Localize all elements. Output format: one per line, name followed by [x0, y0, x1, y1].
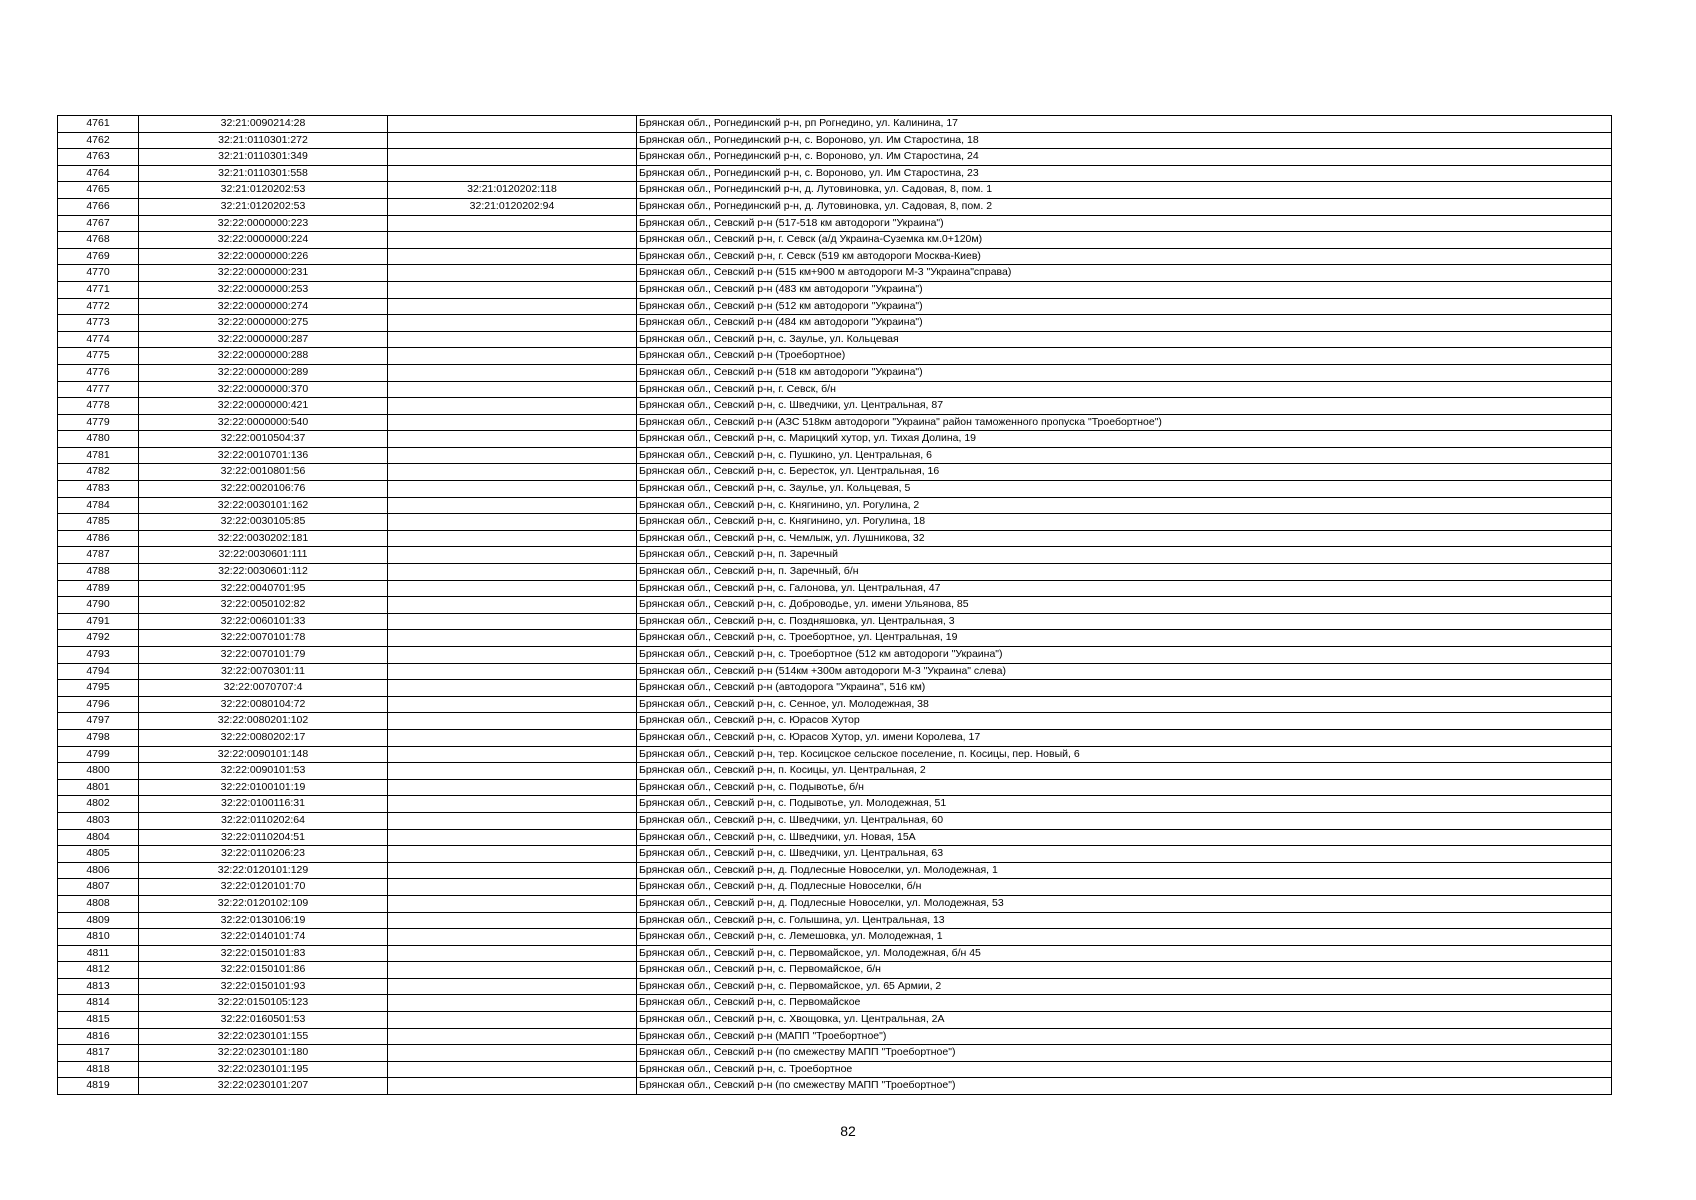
address-cell: Брянская обл., Севский р-н, с. Троебортное, ул. Центральная, 19 [637, 630, 1612, 647]
address-cell: Брянская обл., Севский р-н (по смежеству МАПП "Троебортное") [637, 1045, 1612, 1062]
address-cell: Брянская обл., Севский р-н, с. Пушкино, ул. Центральная, 6 [637, 447, 1612, 464]
cadastral-number-cell: 32:22:0000000:287 [139, 331, 388, 348]
row-number-cell: 4770 [58, 265, 139, 282]
cadastral-number-cell: 32:22:0000000:275 [139, 315, 388, 332]
address-cell: Брянская обл., Севский р-н, с. Княгинино, ул. Рогулина, 18 [637, 514, 1612, 531]
premises-cadastral-number-cell [388, 580, 637, 597]
cadastral-number-cell: 32:22:0150105:123 [139, 995, 388, 1012]
premises-cadastral-number-cell [388, 315, 637, 332]
table-row [58, 912, 1612, 929]
table-row [58, 232, 1612, 249]
premises-cadastral-number-cell [388, 248, 637, 265]
address-cell: Брянская обл., Севский р-н, с. Шведчики, ул. Центральная, 60 [637, 812, 1612, 829]
address-cell: Брянская обл., Севский р-н, п. Заречный, б/н [637, 564, 1612, 581]
table-row [58, 812, 1612, 829]
cadastral-number-cell: 32:22:0000000:421 [139, 398, 388, 415]
table-row [58, 530, 1612, 547]
address-cell: Брянская обл., Севский р-н, с. Троебортное (512 км автодороги "Украина") [637, 647, 1612, 664]
table-row [58, 829, 1612, 846]
cadastral-number-cell: 32:22:0050102:82 [139, 597, 388, 614]
cadastral-number-cell: 32:22:0030105:85 [139, 514, 388, 531]
table-row [58, 315, 1612, 332]
table-row [58, 862, 1612, 879]
table-row [58, 165, 1612, 182]
address-cell: Брянская обл., Севский р-н, с. Подывотье, ул. Молодежная, 51 [637, 796, 1612, 813]
table-row [58, 198, 1612, 215]
row-number-cell: 4761 [58, 116, 139, 133]
premises-cadastral-number-cell [388, 647, 637, 664]
row-number-cell: 4785 [58, 514, 139, 531]
premises-cadastral-number-cell [388, 912, 637, 929]
address-cell: Брянская обл., Севский р-н, с. Подывотье, б/н [637, 779, 1612, 796]
row-number-cell: 4774 [58, 331, 139, 348]
cadastral-number-cell: 32:22:0000000:540 [139, 414, 388, 431]
address-cell: Брянская обл., Рогнединский р-н, с. Вороново, ул. Им Старостина, 23 [637, 165, 1612, 182]
premises-cadastral-number-cell [388, 447, 637, 464]
premises-cadastral-number-cell [388, 215, 637, 232]
address-cell: Брянская обл., Севский р-н, г. Севск, б/н [637, 381, 1612, 398]
row-number-cell: 4792 [58, 630, 139, 647]
row-number-cell: 4790 [58, 597, 139, 614]
row-number-cell: 4769 [58, 248, 139, 265]
row-number-cell: 4794 [58, 663, 139, 680]
premises-cadastral-number-cell [388, 829, 637, 846]
cadastral-number-cell: 32:22:0090101:148 [139, 746, 388, 763]
cadastral-number-cell: 32:22:0120101:129 [139, 862, 388, 879]
cadastral-number-cell: 32:22:0070101:79 [139, 647, 388, 664]
premises-cadastral-number-cell [388, 680, 637, 697]
premises-cadastral-number-cell [388, 481, 637, 498]
premises-cadastral-number-cell [388, 862, 637, 879]
table-row [58, 763, 1612, 780]
premises-cadastral-number-cell: 32:21:0120202:94 [388, 198, 637, 215]
row-number-cell: 4781 [58, 447, 139, 464]
table-row [58, 564, 1612, 581]
address-cell: Брянская обл., Рогнединский р-н, с. Вороново, ул. Им Старостина, 24 [637, 149, 1612, 166]
row-number-cell: 4802 [58, 796, 139, 813]
table-row [58, 116, 1612, 133]
address-cell: Брянская обл., Севский р-н, с. Галонова, ул. Центральная, 47 [637, 580, 1612, 597]
cadastral-number-cell: 32:22:0230101:195 [139, 1061, 388, 1078]
row-number-cell: 4795 [58, 680, 139, 697]
address-cell: Брянская обл., Севский р-н (по смежеству МАПП "Троебортное") [637, 1078, 1612, 1095]
table-row [58, 431, 1612, 448]
premises-cadastral-number-cell [388, 1045, 637, 1062]
cadastral-number-cell: 32:22:0150101:93 [139, 978, 388, 995]
table-row [58, 929, 1612, 946]
row-number-cell: 4771 [58, 281, 139, 298]
table-row [58, 514, 1612, 531]
address-cell: Брянская обл., Севский р-н, тер. Косицское сельское поселение, п. Косицы, пер. Новый, 6 [637, 746, 1612, 763]
register-body [58, 116, 1612, 1095]
table-row [58, 613, 1612, 630]
address-cell: Брянская обл., Севский р-н (517-518 км автодороги "Украина") [637, 215, 1612, 232]
cadastral-number-cell: 32:22:0110206:23 [139, 846, 388, 863]
table-row [58, 796, 1612, 813]
address-cell: Брянская обл., Севский р-н, д. Подлесные Новоселки, б/н [637, 879, 1612, 896]
premises-cadastral-number-cell [388, 1012, 637, 1029]
row-number-cell: 4773 [58, 315, 139, 332]
table-row [58, 1061, 1612, 1078]
table-row [58, 995, 1612, 1012]
row-number-cell: 4784 [58, 497, 139, 514]
table-row [58, 978, 1612, 995]
premises-cadastral-number-cell [388, 729, 637, 746]
cadastral-number-cell: 32:22:0000000:231 [139, 265, 388, 282]
table-row [58, 398, 1612, 415]
table-row [58, 364, 1612, 381]
row-number-cell: 4788 [58, 564, 139, 581]
premises-cadastral-number-cell [388, 1078, 637, 1095]
cadastral-number-cell: 32:21:0110301:558 [139, 165, 388, 182]
address-cell: Брянская обл., Севский р-н, д. Подлесные Новоселки, ул. Молодежная, 53 [637, 895, 1612, 912]
address-cell: Брянская обл., Севский р-н, с. Голышина, ул. Центральная, 13 [637, 912, 1612, 929]
cadastral-number-cell: 32:22:0230101:180 [139, 1045, 388, 1062]
cadastral-number-cell: 32:22:0000000:224 [139, 232, 388, 249]
row-number-cell: 4807 [58, 879, 139, 896]
row-number-cell: 4818 [58, 1061, 139, 1078]
row-number-cell: 4810 [58, 929, 139, 946]
table-row [58, 447, 1612, 464]
row-number-cell: 4766 [58, 198, 139, 215]
cadastral-number-cell: 32:22:0010801:56 [139, 464, 388, 481]
row-number-cell: 4817 [58, 1045, 139, 1062]
row-number-cell: 4813 [58, 978, 139, 995]
table-row [58, 779, 1612, 796]
premises-cadastral-number-cell [388, 348, 637, 365]
row-number-cell: 4797 [58, 713, 139, 730]
table-row [58, 298, 1612, 315]
cadastral-number-cell: 32:22:0150101:86 [139, 962, 388, 979]
address-cell: Брянская обл., Севский р-н, с. Княгинино, ул. Рогулина, 2 [637, 497, 1612, 514]
table-row [58, 215, 1612, 232]
table-row [58, 1028, 1612, 1045]
address-cell: Брянская обл., Севский р-н, с. Первомайское, ул. Молодежная, б/н 45 [637, 945, 1612, 962]
cadastral-number-cell: 32:21:0110301:349 [139, 149, 388, 166]
row-number-cell: 4809 [58, 912, 139, 929]
table-row [58, 962, 1612, 979]
table-row [58, 746, 1612, 763]
table-row [58, 281, 1612, 298]
premises-cadastral-number-cell [388, 663, 637, 680]
cadastral-number-cell: 32:22:0120102:109 [139, 895, 388, 912]
address-cell: Брянская обл., Севский р-н, г. Севск (519 км автодороги Москва-Киев) [637, 248, 1612, 265]
address-cell: Брянская обл., Севский р-н, с. Первомайское [637, 995, 1612, 1012]
premises-cadastral-number-cell [388, 613, 637, 630]
address-cell: Брянская обл., Севский р-н, с. Троебортное [637, 1061, 1612, 1078]
cadastral-number-cell: 32:22:0030101:162 [139, 497, 388, 514]
address-cell: Брянская обл., Рогнединский р-н, д. Лутовиновка, ул. Садовая, 8, пом. 1 [637, 182, 1612, 199]
premises-cadastral-number-cell [388, 132, 637, 149]
table-row [58, 265, 1612, 282]
cadastral-number-cell: 32:22:0090101:53 [139, 763, 388, 780]
cadastral-number-cell: 32:22:0130106:19 [139, 912, 388, 929]
table-row [58, 348, 1612, 365]
cadastral-number-cell: 32:22:0100116:31 [139, 796, 388, 813]
address-cell: Брянская обл., Рогнединский р-н, д. Лутовиновка, ул. Садовая, 8, пом. 2 [637, 198, 1612, 215]
table-row [58, 846, 1612, 863]
premises-cadastral-number-cell [388, 779, 637, 796]
cadastral-number-cell: 32:22:0110204:51 [139, 829, 388, 846]
cadastral-number-cell: 32:21:0120202:53 [139, 198, 388, 215]
premises-cadastral-number-cell [388, 149, 637, 166]
address-cell: Брянская обл., Севский р-н, с. Чемлыж, ул. Лушникова, 32 [637, 530, 1612, 547]
row-number-cell: 4814 [58, 995, 139, 1012]
table-row [58, 248, 1612, 265]
address-cell: Брянская обл., Севский р-н, с. Лемешовка, ул. Молодежная, 1 [637, 929, 1612, 946]
cadastral-number-cell: 32:22:0010504:37 [139, 431, 388, 448]
cadastral-number-cell: 32:22:0010701:136 [139, 447, 388, 464]
premises-cadastral-number-cell [388, 995, 637, 1012]
cadastral-number-cell: 32:22:0080104:72 [139, 696, 388, 713]
address-cell: Брянская обл., Севский р-н, с. Сенное, ул. Молодежная, 38 [637, 696, 1612, 713]
table-row [58, 879, 1612, 896]
cadastral-number-cell: 32:22:0000000:370 [139, 381, 388, 398]
cadastral-number-cell: 32:22:0000000:253 [139, 281, 388, 298]
premises-cadastral-number-cell [388, 116, 637, 133]
table-row [58, 895, 1612, 912]
table-row [58, 680, 1612, 697]
address-cell: Брянская обл., Севский р-н, с. Юрасов Хутор, ул. имени Королева, 17 [637, 729, 1612, 746]
cadastral-number-cell: 32:22:0080202:17 [139, 729, 388, 746]
row-number-cell: 4819 [58, 1078, 139, 1095]
row-number-cell: 4777 [58, 381, 139, 398]
cadastral-number-cell: 32:22:0230101:155 [139, 1028, 388, 1045]
address-cell: Брянская обл., Севский р-н (483 км автодороги "Украина") [637, 281, 1612, 298]
table-row [58, 1045, 1612, 1062]
premises-cadastral-number-cell [388, 530, 637, 547]
premises-cadastral-number-cell [388, 464, 637, 481]
address-cell: Брянская обл., Севский р-н, п. Заречный [637, 547, 1612, 564]
premises-cadastral-number-cell [388, 1028, 637, 1045]
premises-cadastral-number-cell [388, 547, 637, 564]
row-number-cell: 4805 [58, 846, 139, 863]
premises-cadastral-number-cell [388, 497, 637, 514]
address-cell: Брянская обл., Севский р-н (512 км автодороги "Украина") [637, 298, 1612, 315]
cadastral-number-cell: 32:21:0110301:272 [139, 132, 388, 149]
cadastral-number-cell: 32:22:0120101:70 [139, 879, 388, 896]
row-number-cell: 4798 [58, 729, 139, 746]
address-cell: Брянская обл., Севский р-н, с. Юрасов Хутор [637, 713, 1612, 730]
address-cell: Брянская обл., Севский р-н, г. Севск (а/д Украина-Суземка км.0+120м) [637, 232, 1612, 249]
premises-cadastral-number-cell [388, 597, 637, 614]
table-row [58, 331, 1612, 348]
table-row [58, 464, 1612, 481]
premises-cadastral-number-cell [388, 298, 637, 315]
cadastral-number-cell: 32:22:0230101:207 [139, 1078, 388, 1095]
table-row [58, 630, 1612, 647]
row-number-cell: 4803 [58, 812, 139, 829]
cadastral-number-cell: 32:22:0030202:181 [139, 530, 388, 547]
table-row [58, 647, 1612, 664]
table-row [58, 597, 1612, 614]
property-register-table [57, 115, 1612, 1095]
cadastral-number-cell: 32:22:0140101:74 [139, 929, 388, 946]
row-number-cell: 4780 [58, 431, 139, 448]
cadastral-number-cell: 32:22:0020106:76 [139, 481, 388, 498]
address-cell: Брянская обл., Севский р-н, п. Косицы, ул. Центральная, 2 [637, 763, 1612, 780]
premises-cadastral-number-cell [388, 796, 637, 813]
address-cell: Брянская обл., Севский р-н, с. Первомайское, б/н [637, 962, 1612, 979]
row-number-cell: 4782 [58, 464, 139, 481]
premises-cadastral-number-cell [388, 978, 637, 995]
row-number-cell: 4801 [58, 779, 139, 796]
premises-cadastral-number-cell [388, 381, 637, 398]
premises-cadastral-number-cell [388, 364, 637, 381]
cadastral-number-cell: 32:22:0070707:4 [139, 680, 388, 697]
table-row [58, 547, 1612, 564]
table-row [58, 663, 1612, 680]
premises-cadastral-number-cell [388, 265, 637, 282]
row-number-cell: 4764 [58, 165, 139, 182]
table-row [58, 381, 1612, 398]
address-cell: Брянская обл., Севский р-н, с. Заулье, ул. Кольцевая [637, 331, 1612, 348]
address-cell: Брянская обл., Севский р-н (484 км автодороги "Украина") [637, 315, 1612, 332]
row-number-cell: 4775 [58, 348, 139, 365]
table-row [58, 1012, 1612, 1029]
premises-cadastral-number-cell [388, 763, 637, 780]
row-number-cell: 4800 [58, 763, 139, 780]
cadastral-number-cell: 32:22:0000000:223 [139, 215, 388, 232]
address-cell: Брянская обл., Севский р-н, с. Шведчики, ул. Центральная, 87 [637, 398, 1612, 415]
cadastral-number-cell: 32:22:0160501:53 [139, 1012, 388, 1029]
premises-cadastral-number-cell [388, 962, 637, 979]
address-cell: Брянская обл., Рогнединский р-н, с. Вороново, ул. Им Старостина, 18 [637, 132, 1612, 149]
row-number-cell: 4791 [58, 613, 139, 630]
cadastral-number-cell: 32:22:0100101:19 [139, 779, 388, 796]
address-cell: Брянская обл., Севский р-н (Троебортное) [637, 348, 1612, 365]
row-number-cell: 4796 [58, 696, 139, 713]
row-number-cell: 4762 [58, 132, 139, 149]
cadastral-number-cell: 32:22:0110202:64 [139, 812, 388, 829]
cadastral-number-cell: 32:22:0000000:226 [139, 248, 388, 265]
row-number-cell: 4768 [58, 232, 139, 249]
table-row [58, 696, 1612, 713]
premises-cadastral-number-cell [388, 564, 637, 581]
row-number-cell: 4763 [58, 149, 139, 166]
premises-cadastral-number-cell [388, 1061, 637, 1078]
cadastral-number-cell: 32:22:0150101:83 [139, 945, 388, 962]
address-cell: Брянская обл., Севский р-н, с. Первомайское, ул. 65 Армии, 2 [637, 978, 1612, 995]
premises-cadastral-number-cell [388, 414, 637, 431]
address-cell: Брянская обл., Севский р-н, с. Марицкий хутор, ул. Тихая Долина, 19 [637, 431, 1612, 448]
address-cell: Брянская обл., Рогнединский р-н, рп Рогнедино, ул. Калинина, 17 [637, 116, 1612, 133]
cadastral-number-cell: 32:22:0040701:95 [139, 580, 388, 597]
table-row [58, 713, 1612, 730]
premises-cadastral-number-cell [388, 630, 637, 647]
address-cell: Брянская обл., Севский р-н, с. Заулье, ул. Кольцевая, 5 [637, 481, 1612, 498]
table-row [58, 497, 1612, 514]
row-number-cell: 4786 [58, 530, 139, 547]
cadastral-number-cell: 32:21:0120202:53 [139, 182, 388, 199]
cadastral-number-cell: 32:22:0000000:274 [139, 298, 388, 315]
premises-cadastral-number-cell [388, 696, 637, 713]
cadastral-number-cell: 32:22:0030601:112 [139, 564, 388, 581]
address-cell: Брянская обл., Севский р-н, с. Поздняшовка, ул. Центральная, 3 [637, 613, 1612, 630]
premises-cadastral-number-cell [388, 846, 637, 863]
premises-cadastral-number-cell [388, 945, 637, 962]
cadastral-number-cell: 32:22:0000000:288 [139, 348, 388, 365]
premises-cadastral-number-cell [388, 331, 637, 348]
table-row [58, 414, 1612, 431]
address-cell: Брянская обл., Севский р-н (МАПП "Троебортное") [637, 1028, 1612, 1045]
premises-cadastral-number-cell [388, 514, 637, 531]
table-row [58, 149, 1612, 166]
premises-cadastral-number-cell [388, 398, 637, 415]
premises-cadastral-number-cell [388, 895, 637, 912]
premises-cadastral-number-cell [388, 713, 637, 730]
row-number-cell: 4815 [58, 1012, 139, 1029]
premises-cadastral-number-cell [388, 929, 637, 946]
row-number-cell: 4806 [58, 862, 139, 879]
premises-cadastral-number-cell [388, 431, 637, 448]
table-row [58, 580, 1612, 597]
page-number: 82 [840, 1123, 856, 1139]
cadastral-number-cell: 32:22:0070301:11 [139, 663, 388, 680]
table-row [58, 182, 1612, 199]
cadastral-number-cell: 32:21:0090214:28 [139, 116, 388, 133]
row-number-cell: 4787 [58, 547, 139, 564]
row-number-cell: 4793 [58, 647, 139, 664]
row-number-cell: 4804 [58, 829, 139, 846]
cadastral-number-cell: 32:22:0080201:102 [139, 713, 388, 730]
address-cell: Брянская обл., Севский р-н (АЗС 518км автодороги "Украина" район таможенного пропуска "Троебортное") [637, 414, 1612, 431]
row-number-cell: 4812 [58, 962, 139, 979]
row-number-cell: 4799 [58, 746, 139, 763]
cadastral-number-cell: 32:22:0000000:289 [139, 364, 388, 381]
premises-cadastral-number-cell: 32:21:0120202:118 [388, 182, 637, 199]
row-number-cell: 4772 [58, 298, 139, 315]
row-number-cell: 4767 [58, 215, 139, 232]
premises-cadastral-number-cell [388, 879, 637, 896]
table-row [58, 1078, 1612, 1095]
premises-cadastral-number-cell [388, 232, 637, 249]
cadastral-number-cell: 32:22:0070101:78 [139, 630, 388, 647]
table-row [58, 729, 1612, 746]
address-cell: Брянская обл., Севский р-н, с. Доброводье, ул. имени Ульянова, 85 [637, 597, 1612, 614]
row-number-cell: 4789 [58, 580, 139, 597]
cadastral-number-cell: 32:22:0030601:111 [139, 547, 388, 564]
row-number-cell: 4811 [58, 945, 139, 962]
premises-cadastral-number-cell [388, 812, 637, 829]
address-cell: Брянская обл., Севский р-н, с. Хвощовка, ул. Центральная, 2А [637, 1012, 1612, 1029]
premises-cadastral-number-cell [388, 281, 637, 298]
row-number-cell: 4779 [58, 414, 139, 431]
address-cell: Брянская обл., Севский р-н (515 км+900 м автодороги М-3 "Украина"справа) [637, 265, 1612, 282]
row-number-cell: 4783 [58, 481, 139, 498]
row-number-cell: 4765 [58, 182, 139, 199]
table-row [58, 945, 1612, 962]
address-cell: Брянская обл., Севский р-н, с. Шведчики, ул. Центральная, 63 [637, 846, 1612, 863]
address-cell: Брянская обл., Севский р-н (518 км автодороги "Украина") [637, 364, 1612, 381]
address-cell: Брянская обл., Севский р-н, д. Подлесные Новоселки, ул. Молодежная, 1 [637, 862, 1612, 879]
address-cell: Брянская обл., Севский р-н, с. Шведчики, ул. Новая, 15А [637, 829, 1612, 846]
address-cell: Брянская обл., Севский р-н (514км +300м автодороги М-3 "Украина" слева) [637, 663, 1612, 680]
cadastral-number-cell: 32:22:0060101:33 [139, 613, 388, 630]
row-number-cell: 4816 [58, 1028, 139, 1045]
table-row [58, 481, 1612, 498]
premises-cadastral-number-cell [388, 746, 637, 763]
address-cell: Брянская обл., Севский р-н (автодорога "Украина", 516 км) [637, 680, 1612, 697]
table-row [58, 132, 1612, 149]
address-cell: Брянская обл., Севский р-н, с. Бересток, ул. Центральная, 16 [637, 464, 1612, 481]
row-number-cell: 4776 [58, 364, 139, 381]
premises-cadastral-number-cell [388, 165, 637, 182]
row-number-cell: 4778 [58, 398, 139, 415]
row-number-cell: 4808 [58, 895, 139, 912]
